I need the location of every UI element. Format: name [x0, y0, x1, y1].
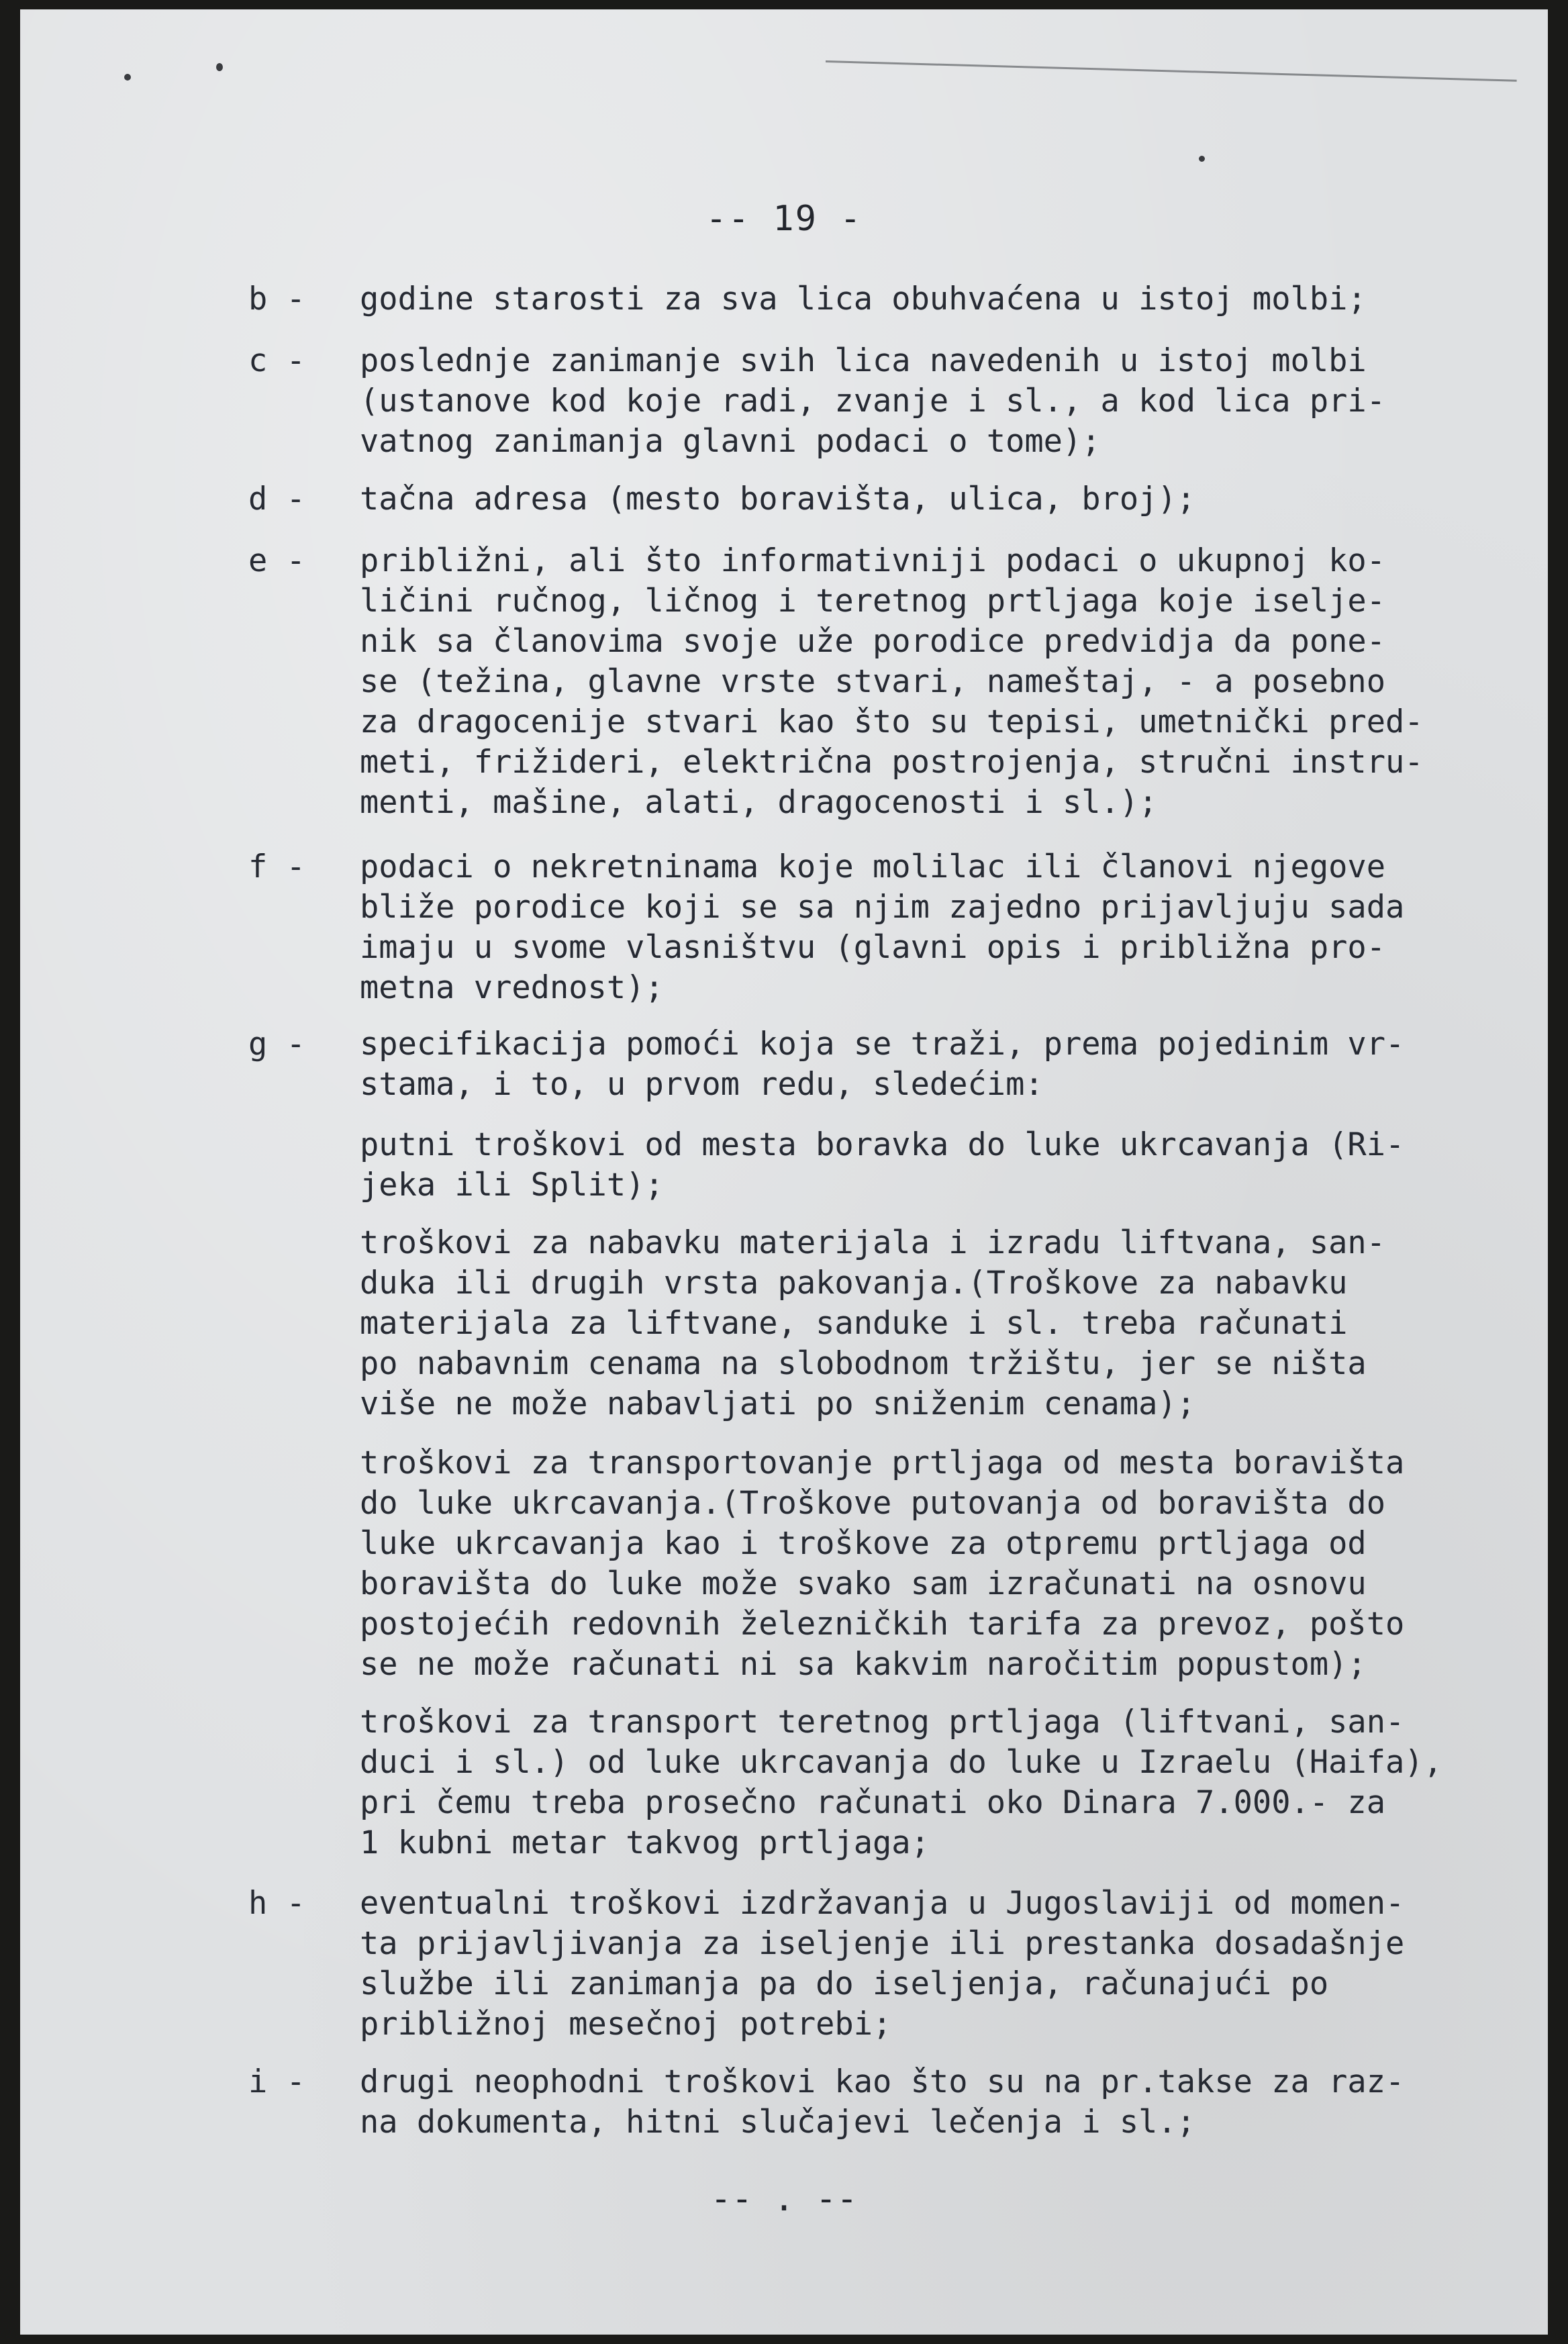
- entry-line: putni troškovi od mesta boravka do luke ukrcavanja (Ri-: [360, 1126, 1405, 1163]
- list-item-h: [248, 1884, 1524, 2045]
- entry-line: 1 kubni metar takvog prtljaga;: [360, 1824, 930, 1861]
- entry-line: službe ili zanimanja pa do iseljenja, računajući po: [360, 1965, 1329, 2002]
- item-marker: f -: [248, 848, 305, 885]
- entry-line: za dragocenije stvari kao što su tepisi, umetnički pred-: [360, 703, 1424, 740]
- entry-line: [248, 541, 1524, 581]
- item-marker: g -: [248, 1026, 305, 1063]
- entry-line: materijala za liftvane, sanduke i sl. treba računati: [360, 1305, 1348, 1342]
- entry-text: poslednje zanimanje svih lica navedenih u istoj molbi: [360, 342, 1367, 379]
- entry-line: troškovi za transport teretnog prtljaga (liftvani, san-: [360, 1704, 1405, 1741]
- entry-line: na dokumenta, hitni slučajevi lečenja i sl.;: [360, 2104, 1196, 2141]
- entry-line: po nabavnim cenama na slobodnom tržištu, jer se ništa: [360, 1345, 1367, 1382]
- entry-line: [248, 1024, 1524, 1065]
- entry-line: nik sa članovima svoje uže porodice predvidja da pone-: [360, 623, 1386, 660]
- entry-line: (ustanove kod koje radi, zvanje i sl., a kod lica pri-: [360, 383, 1386, 420]
- entry-line: pri čemu treba prosečno računati oko Dinara 7.000.- za: [360, 1784, 1386, 1821]
- list-item-i: [248, 2062, 1524, 2143]
- entry-line: se (težina, glavne vrste stvari, nameštaj, - a posebno: [360, 663, 1386, 700]
- entry-text: specifikacija pomoći koja se traži, prema pojedinim vr-: [360, 1026, 1405, 1063]
- sub-item-freight-costs: [360, 1702, 1442, 1863]
- list-item-f: [248, 847, 1524, 1008]
- item-marker: d -: [248, 481, 305, 518]
- sub-item-travel-costs: [360, 1125, 1404, 1206]
- entry-line: ta prijavljivanja za iseljenje ili prestanka dosadašnje: [360, 1925, 1405, 1962]
- entry-line: stama, i to, u prvom redu, sledećim:: [360, 1066, 1044, 1103]
- entry-line: [248, 2062, 1524, 2102]
- entry-line: [248, 847, 1524, 887]
- entry-text: približni, ali što informativniji podaci o ukupnoj ko-: [360, 542, 1386, 579]
- entry-line: ličini ručnog, ličnog i teretnog prtljaga koje iselje-: [360, 583, 1386, 620]
- list-item-g: [248, 1024, 1524, 1105]
- entry-text: podaci o nekretninama koje molilac ili članovi njegove: [360, 848, 1386, 885]
- entry-line: [248, 1884, 1524, 1924]
- entry-line: menti, mašine, alati, dragocenosti i sl.);: [360, 784, 1158, 821]
- entry-line: se ne može računati ni sa kakvim naročitim popustom);: [360, 1646, 1367, 1683]
- document-page: [20, 9, 1548, 2335]
- entry-text: tačna adresa (mesto boravišta, ulica, broj);: [360, 481, 1196, 518]
- closing-mark: -- . --: [710, 2179, 858, 2219]
- list-item-b: [248, 279, 1524, 320]
- entry-line: duci i sl.) od luke ukrcavanja do luke u Izraelu (Haifa),: [360, 1744, 1442, 1781]
- page-number: -- 19 -: [705, 199, 863, 239]
- sub-item-transport-costs: [360, 1443, 1404, 1685]
- entry-line: [248, 279, 1524, 320]
- entry-line: metna vrednost);: [360, 969, 664, 1006]
- speck-mark: [1199, 156, 1205, 162]
- entry-line: [248, 479, 1524, 520]
- entry-line: jeka ili Split);: [360, 1167, 664, 1204]
- entry-line: [248, 341, 1524, 381]
- item-marker: h -: [248, 1885, 305, 1922]
- list-item-c: [248, 341, 1524, 462]
- list-item-e: [248, 541, 1524, 823]
- entry-text: eventualni troškovi izdržavanja u Jugoslaviji od momen-: [360, 1885, 1405, 1922]
- entry-line: do luke ukrcavanja.(Troškove putovanja od boravišta do: [360, 1485, 1386, 1522]
- entry-line: bliže porodice koji se sa njim zajedno prijavljuju sada: [360, 889, 1405, 926]
- entry-line: luke ukrcavanja kao i troškove za otpremu prtljaga od: [360, 1525, 1367, 1562]
- entry-line: meti, frižideri, električna postrojenja, stručni instru-: [360, 744, 1424, 781]
- item-marker: b -: [248, 281, 305, 318]
- entry-text: godine starosti za sva lica obuhvaćena u istoj molbi;: [360, 281, 1367, 318]
- entry-line: vatnog zanimanja glavni podaci o tome);: [360, 423, 1101, 460]
- entry-text: drugi neophodni troškovi kao što su na pr.takse za raz-: [360, 2063, 1405, 2100]
- entry-line: približnoj mesečnoj potrebi;: [360, 2006, 892, 2043]
- item-marker: e -: [248, 542, 305, 579]
- entry-line: troškovi za nabavku materijala i izradu liftvana, san-: [360, 1224, 1386, 1261]
- item-marker: i -: [248, 2063, 305, 2100]
- sub-item-packing-costs: [360, 1223, 1385, 1424]
- entry-line: duka ili drugih vrsta pakovanja.(Troškove za nabavku: [360, 1265, 1348, 1302]
- entry-line: boravišta do luke može svako sam izračunati na osnovu: [360, 1565, 1367, 1602]
- speck-mark: [124, 74, 131, 81]
- list-item-d: [248, 479, 1524, 520]
- item-marker: c -: [248, 342, 305, 379]
- speck-mark: [216, 63, 223, 71]
- entry-line: imaju u svome vlasništvu (glavni opis i približna pro-: [360, 929, 1386, 966]
- entry-line: postojećih redovnih železničkih tarifa za prevoz, pošto: [360, 1606, 1405, 1643]
- paper-edge-line: [826, 60, 1517, 82]
- entry-line: više ne može nabavljati po sniženim cenama);: [360, 1385, 1196, 1422]
- entry-line: troškovi za transportovanje prtljaga od mesta boravišta: [360, 1445, 1405, 1481]
